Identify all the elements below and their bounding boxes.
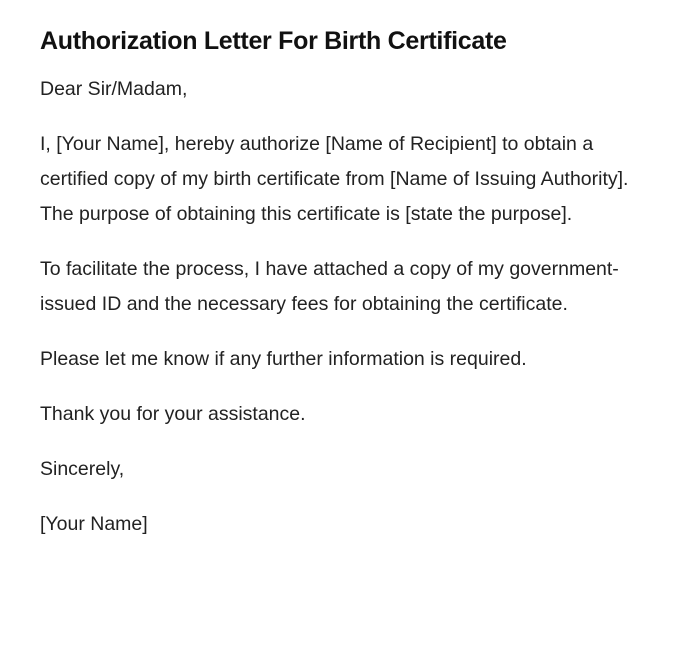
body-paragraph: I, [Your Name], hereby authorize [Name of Recipient] to obtain a certified copy of my birth certificate from [Name of Issuing Authority]. The purpose of obtaining this certificate is [state the purpose]. [40, 133, 629, 225]
signature-name: [Your Name] [40, 513, 148, 535]
body-paragraph: To facilitate the process, I have attached a copy of my government-issued ID and the necessary fees for obtaining the certificate. [40, 258, 619, 315]
body-paragraph: Thank you for your assistance. [40, 403, 306, 425]
closing: Sincerely, [40, 458, 125, 480]
body-paragraph: Please let me know if any further information is required. [40, 348, 527, 370]
salutation: Dear Sir/Madam, [40, 78, 188, 100]
letter-document [40, 24, 650, 562]
letter-title: Authorization Letter For Birth Certificate [40, 27, 507, 55]
